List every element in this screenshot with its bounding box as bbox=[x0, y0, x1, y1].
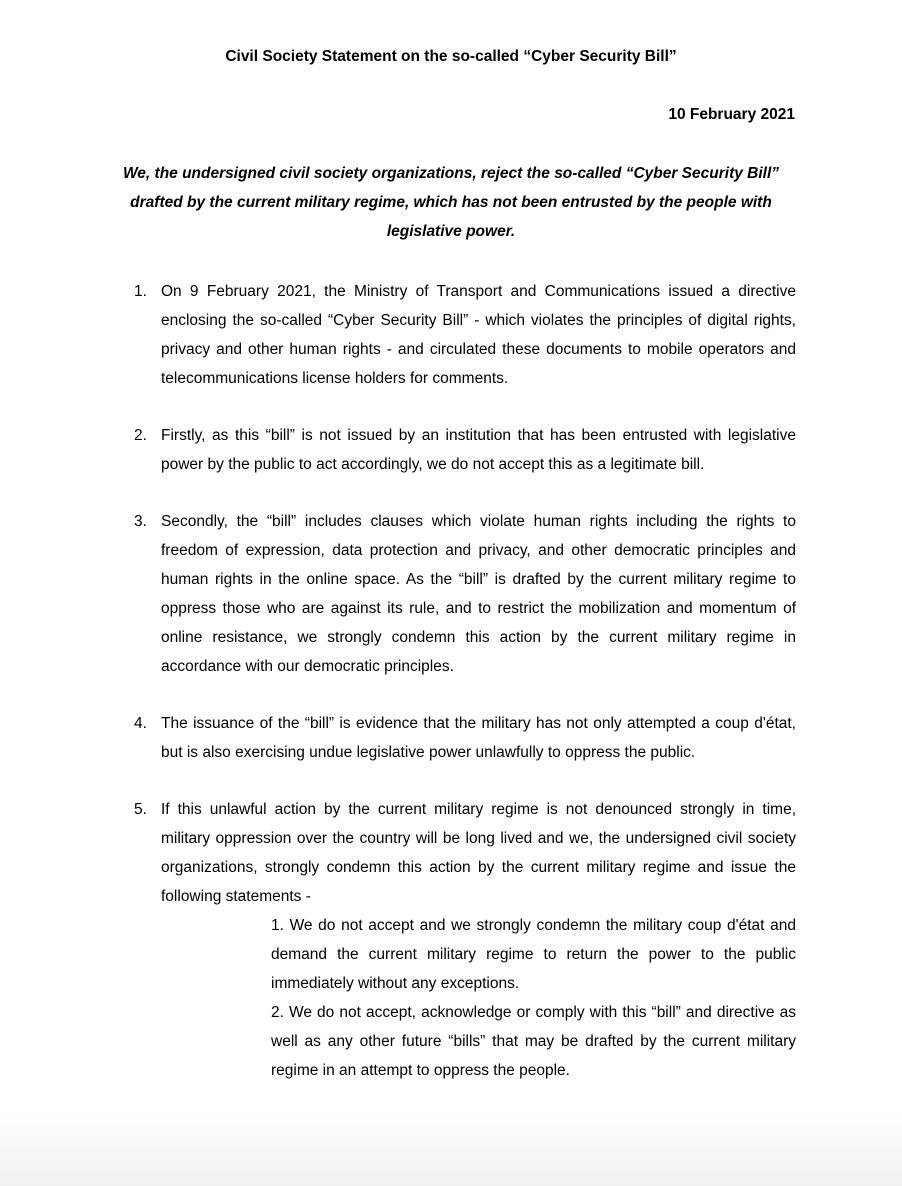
document-title: Civil Society Statement on the so-called “Cyber Security Bill” bbox=[225, 48, 677, 65]
list-item bbox=[0, 277, 902, 393]
statement-list bbox=[0, 277, 902, 1113]
intro-statement: We, the undersigned civil society organizations, reject the so-called “Cyber Security Bill” drafted by the current military regime, which has not been entrusted by the people with legislative power. bbox=[122, 165, 780, 240]
list-item-number: 1. bbox=[134, 283, 147, 300]
demands-sublist bbox=[0, 911, 902, 1085]
sublist-item: 2. We do not accept, acknowledge or comply with this “bill” and directive as well as any other future “bills” that may be drafted by the current military regime in an attempt to oppress the people. bbox=[271, 1004, 796, 1079]
list-item-number: 3. bbox=[134, 513, 147, 530]
sublist-item: 1. We do not accept and we strongly condemn the military coup d'état and demand the current military regime to return the power to the public immediately without any exceptions. bbox=[271, 917, 796, 992]
list-item-text: Firstly, as this “bill” is not issued by an institution that has been entrusted with legislative power by the public to act accordingly, we do not accept this as a legitimate bill. bbox=[161, 427, 796, 473]
list-item bbox=[0, 507, 902, 681]
document-date: 10 February 2021 bbox=[668, 106, 795, 123]
list-item-number: 2. bbox=[134, 427, 147, 444]
page-bottom-shadow bbox=[0, 1116, 902, 1186]
list-item-number: 4. bbox=[134, 715, 147, 732]
list-item bbox=[0, 795, 902, 1085]
list-item-text: On 9 February 2021, the Ministry of Transport and Communications issued a directive enclosing the so-called “Cyber Security Bill” - which violates the principles of digital rights, privacy and other human rights - and circulated these documents to mobile operators and telecommunications license holders for comments. bbox=[161, 283, 796, 387]
list-item-number: 5. bbox=[134, 801, 147, 818]
list-item-text: Secondly, the “bill” includes clauses which violate human rights including the rights to freedom of expression, data protection and privacy, and other democratic principles and human rights in the online space. As the “bill” is drafted by the current military regime to oppress those who are against its rule, and to restrict the mobilization and momentum of online resistance, we strongly condemn this action by the current military regime in accordance with our democratic principles. bbox=[161, 513, 796, 675]
list-item-text: If this unlawful action by the current military regime is not denounced strongly in time, military oppression over the country will be long lived and we, the undersigned civil society organizations, strongly condemn this action by the current military regime and issue the following statements - bbox=[161, 801, 796, 905]
list-item bbox=[0, 421, 902, 479]
list-item bbox=[0, 709, 902, 767]
list-item-text: The issuance of the “bill” is evidence that the military has not only attempted a coup d'état, but is also exercising undue legislative power unlawfully to oppress the public. bbox=[161, 715, 796, 761]
